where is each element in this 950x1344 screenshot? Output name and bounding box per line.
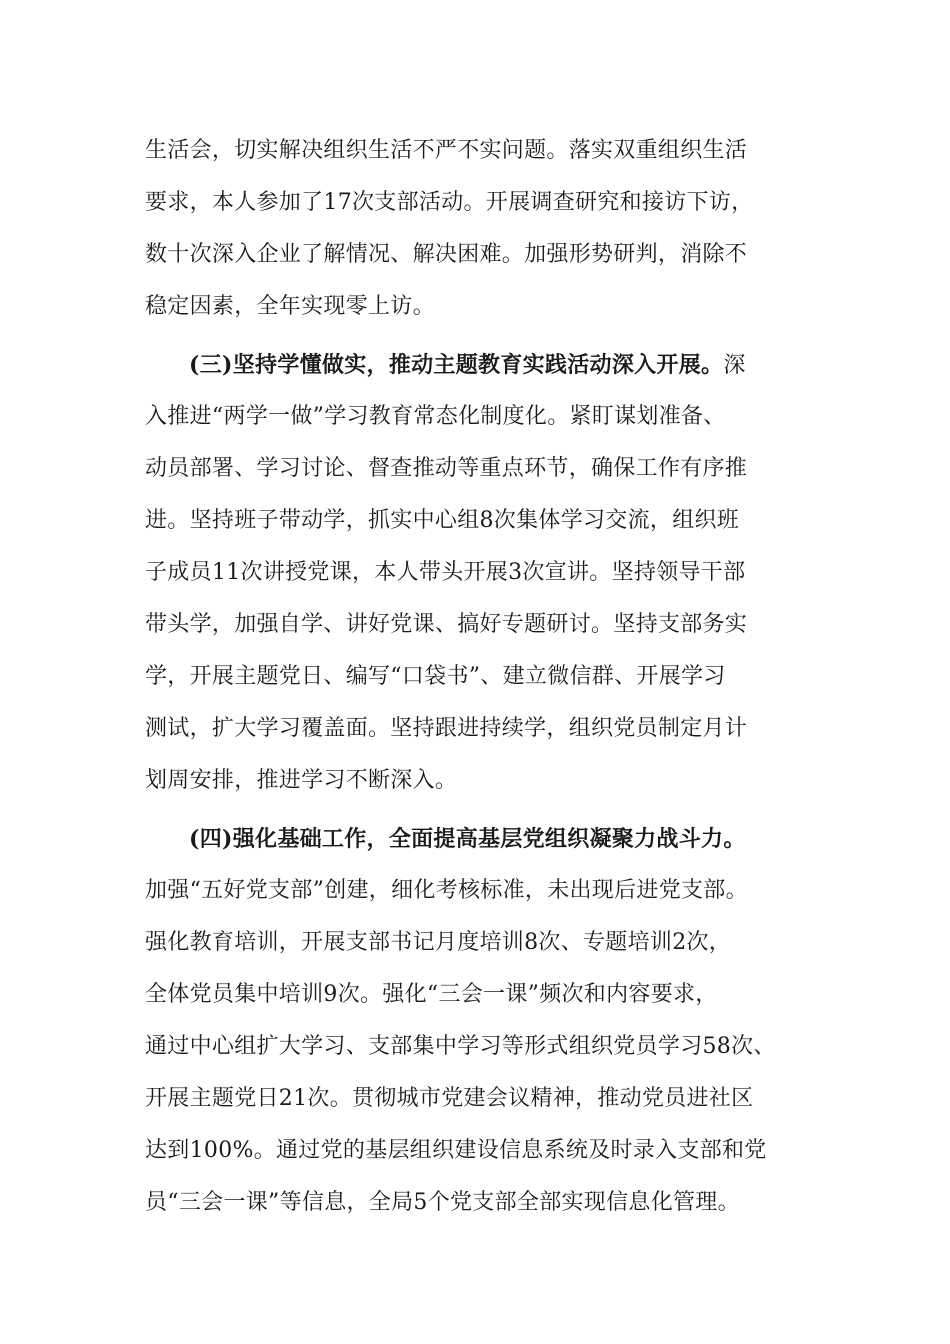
- text-line: 开展主题党日21次。贯彻城市党建会议精神，推动党员进社区: [145, 1086, 754, 1111]
- section-heading: (三)坚持学懂做实，推动主题教育实践活动深入开展。: [189, 352, 724, 378]
- text-line: 员“三会一课”等信息，全局5个党支部全部实现信息化管理。: [145, 1190, 740, 1215]
- text-line: 生活会，切实解决组织生活不严不实问题。落实双重组织生活: [145, 138, 748, 163]
- text-line: 学，开展主题党日、编写“口袋书”、建立微信群、开展学习: [145, 664, 726, 689]
- text-run: 深: [723, 353, 746, 378]
- text-line: 子成员11次讲授党课，本人带头开展3次宣讲。坚持领导干部: [145, 560, 746, 585]
- text-line: 强化教育培训，开展支部书记月度培训8次、专题培训2次，: [145, 930, 732, 955]
- text-line: 测试，扩大学习覆盖面。坚持跟进持续学，组织党员制定月计: [145, 716, 748, 741]
- section-heading-line: [189, 345, 869, 385]
- text-line: 加强“五好党支部”创建，细化考核标准，未出现后进党支部。: [145, 878, 748, 903]
- text-line: 数十次深入企业了解情况、解决困难。加强形势研判，消除不: [145, 242, 748, 267]
- text-line: 进。坚持班子带动学，抓实中心组8次集体学习交流，组织班: [145, 508, 740, 533]
- text-line: 入推进“两学一做”学习教育常态化制度化。紧盯谋划准备、: [145, 404, 726, 429]
- text-line: 通过中心组扩大学习、支部集中学习等形式组织党员学习58次、: [145, 1034, 776, 1059]
- text-line: 划周安排，推进学习不断深入。: [145, 768, 458, 793]
- text-line: 稳定因素，全年实现零上访。: [145, 294, 435, 319]
- text-line: 要求，本人参加了17次支部活动。开展调查研究和接访下访，: [145, 190, 754, 215]
- text-line: 全体党员集中培训9次。强化“三会一课”频次和内容要求，: [145, 982, 718, 1007]
- text-line: 动员部署、学习讨论、督查推动等重点环节，确保工作有序推: [145, 456, 748, 481]
- text-line: 达到100%。通过党的基层组织建设信息系统及时录入支部和党: [145, 1138, 767, 1163]
- section-heading: (四)强化基础工作，全面提高基层党组织凝聚力战斗力。: [189, 826, 746, 852]
- text-line: 带头学，加强自学、讲好党课、搞好专题研讨。坚持支部务实: [145, 612, 748, 637]
- section-heading-line: [189, 819, 869, 859]
